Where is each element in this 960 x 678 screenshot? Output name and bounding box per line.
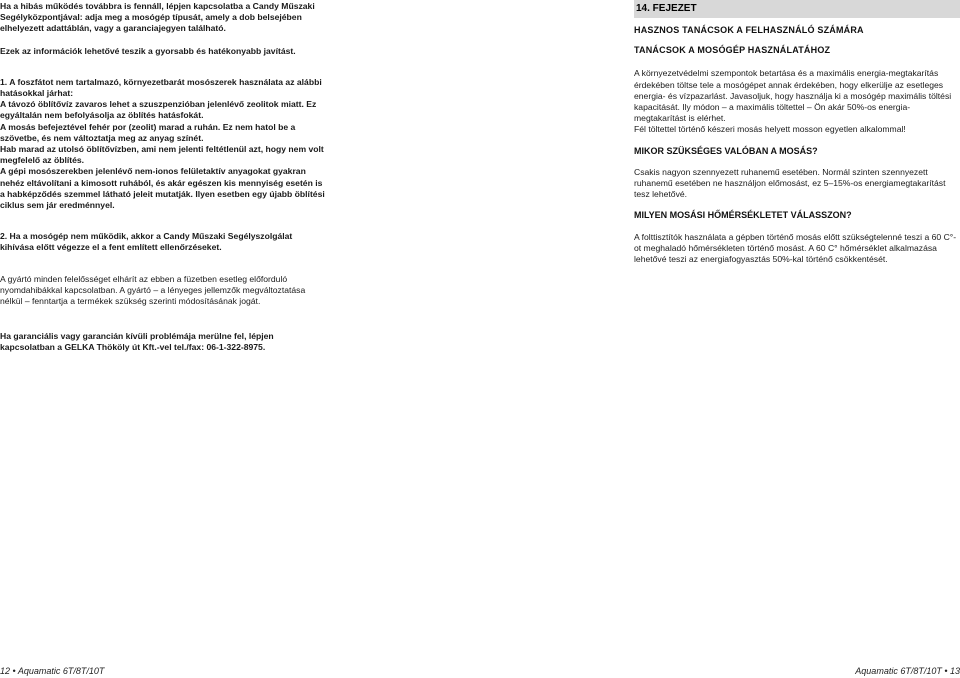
- question-heading-2: MILYEN MOSÁSI HŐMÉRSÉKLETET VÁLASSZON?: [634, 210, 852, 221]
- question-heading-1: MIKOR SZÜKSÉGES VALÓBAN A MOSÁS?: [634, 145, 818, 156]
- section-subheading: TANÁCSOK A MOSÓGÉP HASZNÁLATÁHOZ: [634, 45, 831, 56]
- point-1-c: Hab marad az utolsó öblítővízben, ami nem jelenti feltétlenül azt, hogy nem volt megfelelő az öblítés.: [0, 144, 324, 166]
- point-2: 2. Ha a mosógép nem működik, akkor a Candy Műszaki Segélyszolgálat kihívása előtt végezze el a fent említett ellenőrzéseket.: [0, 231, 293, 253]
- footer-page-right: Aquamatic 6T/8T/10T • 13: [855, 666, 960, 676]
- left-column: [0, 1, 326, 354]
- section-heading: HASZNOS TANÁCSOK A FELHASZNÁLÓ SZÁMÁRA: [634, 25, 864, 35]
- point-1-title: 1. A foszfátot nem tartalmazó, környezetbarát mosószerek használata az alábbi hatásokkal járhat:: [0, 76, 322, 99]
- right-column: [634, 0, 960, 265]
- tip-paragraph-1: A környezetvédelmi szempontok betartása és a maximális energia-megtakarítás érdekében töltse tele a mosógépet annak érdekében, hogy elkerülje az esetleges energia- és vízpazarlást. Javasoljuk, hogy használja ki a mosógép maximális töltési kapacitását. Ily módon – a maximális töltettel – Ön akár 50%-os energia-megtakarítást is elérhet.: [634, 68, 952, 124]
- tip-paragraph-3: A folttisztítók használata a gépben történő mosás előtt szükségtelenné teszi a 60 C°-ot meghaladó hőmérsékleten történő mosást. A 60 C° hőmérséklet alkalmazása lehetővé teszi az energiafogyasztás 50%-kal történő csökkentését.: [634, 231, 957, 265]
- tip-paragraph-2: Csakis nagyon szennyezett ruhanemű esetében. Normál szinten szennyezett ruhanemű esetében ne használjon előmosást, ez 5–15%-os energiamegtakarítást tesz lehetővé.: [634, 166, 946, 200]
- intro-paragraph: Ha a hibás működés továbbra is fennáll, lépjen kapcsolatba a Candy Műszaki Segélyközpontjával: adja meg a mosógép típusát, amely a dob belsejében elhelyezett adattáblán, vagy a garanciajegyen található.: [0, 1, 315, 34]
- footer-page-left: 12 • Aquamatic 6T/8T/10T: [0, 666, 105, 676]
- point-1-a: A távozó öblítővíz zavaros lehet a szuszpenzióban jelenlévő zeolitok miatt. Ez egyáltalán nem befolyásolja az öblítés hatásfokát.: [0, 99, 317, 121]
- point-1-b: A mosás befejeztével fehér por (zeolit) marad a ruhán. Ez nem hatol be a szövetbe, és nem változtatja meg az anyag színét.: [0, 121, 296, 143]
- intro-paragraph-2: Ezek az információk lehetővé teszik a gyorsabb és hatékonyabb javítást.: [0, 45, 296, 56]
- chapter-title: 14. FEJEZET: [634, 0, 960, 18]
- point-1-d: A gépi mosószerekben jelenlévő nem-ionos felületaktív anyagokat gyakran nehéz eltávolítani a kimosott ruhából, és akár egészen kis mennyiség esetén is a habképződés szemmel látható jeleit mutatják. Ilyen esetben egy újabb öblítési ciklus sem jár eredménnyel.: [0, 166, 325, 211]
- warranty-contact: Ha garanciális vagy garancián kívüli problémája merülne fel, lépjen kapcsolatban a GELKA Thököly út Kft.-vel tel./fax: 06-1-322-8975.: [0, 331, 274, 353]
- disclaimer: A gyártó minden felelősséget elhárít az ebben a füzetben esetleg előforduló nyomdahibákkal kapcsolatban. A gyártó – a lényeges jellemzők megváltoztatása nélkül – fenntartja a termékek szükség szerinti módosításának jogát.: [0, 273, 306, 307]
- tip-paragraph-1b: Fél töltettel történő készeri mosás helyett mosson egyetlen alkalommal!: [634, 124, 906, 135]
